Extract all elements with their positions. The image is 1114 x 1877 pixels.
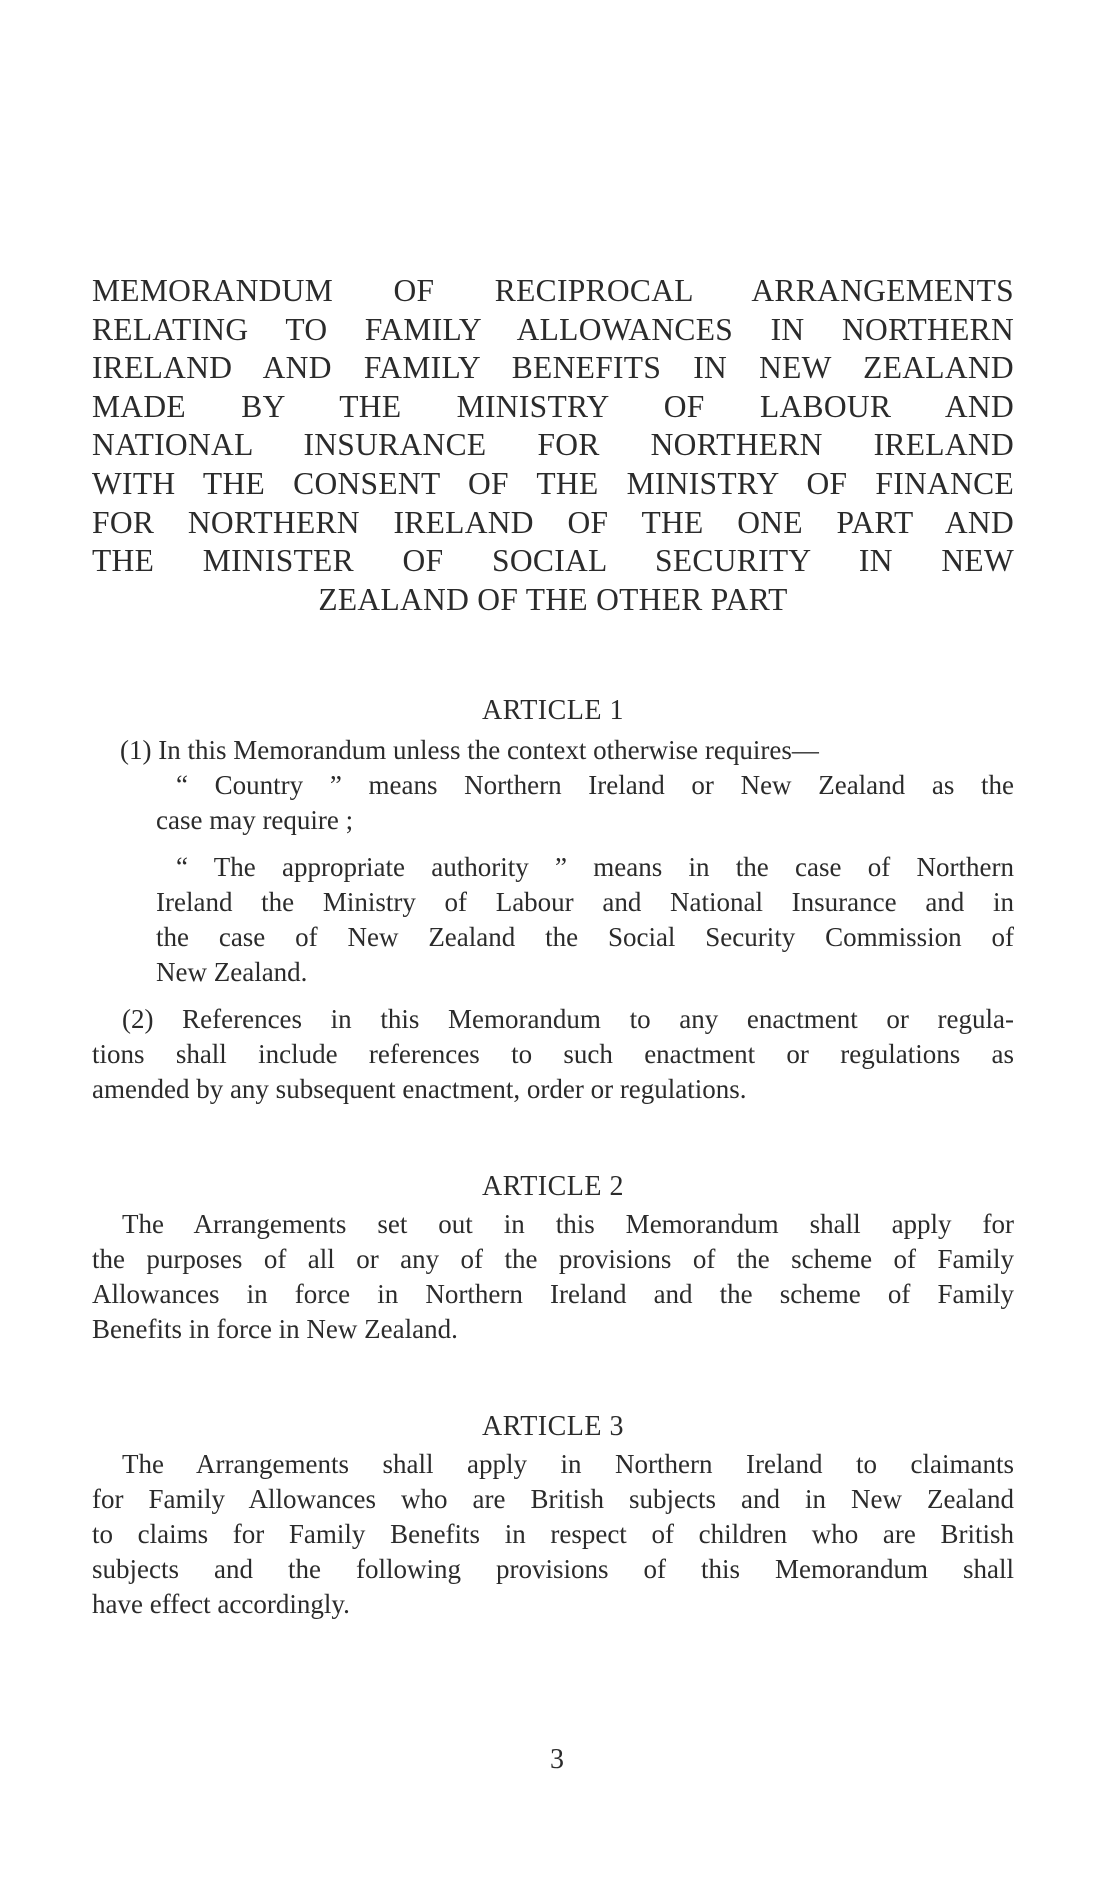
text-line: “ The appropriate authority ” means in the case of Northern [176, 852, 1014, 883]
text-line: the purposes of all or any of the provisions of the scheme of Family [92, 1244, 1014, 1275]
text-line: subjects and the following provisions of this Memorandum shall [92, 1554, 1014, 1585]
article-1-heading: ARTICLE 1 [481, 695, 625, 727]
title-line: RELATING TO FAMILY ALLOWANCES IN NORTHERN [92, 311, 1014, 347]
document-title [92, 272, 1014, 619]
title-line: THE MINISTER OF SOCIAL SECURITY IN NEW [92, 543, 1014, 579]
article-2-paragraph [92, 1207, 1014, 1347]
article-2-heading: ARTICLE 2 [481, 1171, 625, 1203]
title-line: MEMORANDUM OF RECIPROCAL ARRANGEMENTS [92, 273, 1014, 308]
text-line: New Zealand. [156, 957, 308, 988]
appropriate-authority-definition [92, 850, 1014, 990]
country-definition [92, 768, 1014, 838]
document-page [92, 272, 1014, 1622]
text-line: The Arrangements set out in this Memorandum shall apply for [122, 1209, 1014, 1240]
text-line: to claims for Family Benefits in respect of children who are British [92, 1519, 1014, 1550]
article-1-paragraph-1 [92, 733, 1014, 768]
text-line: case may require ; [156, 805, 354, 836]
text-line: the case of New Zealand the Social Security Commission of [156, 922, 1014, 953]
title-line: ZEALAND OF THE OTHER PART [318, 581, 788, 617]
text-line: tions shall include references to such enactment or regulations as [92, 1039, 1014, 1070]
article-1-paragraph-2 [92, 1002, 1014, 1107]
article-3-paragraph [92, 1447, 1014, 1622]
page-number: 3 [550, 1744, 564, 1775]
title-line: WITH THE CONSENT OF THE MINISTRY OF FINANCE [92, 465, 1014, 501]
title-line: NATIONAL INSURANCE FOR NORTHERN IRELAND [92, 427, 1014, 463]
text-line: for Family Allowances who are British subjects and in New Zealand [92, 1484, 1014, 1515]
text-line: Allowances in force in Northern Ireland and the scheme of Family [92, 1279, 1014, 1310]
text-line: The Arrangements shall apply in Northern Ireland to claimants [122, 1449, 1014, 1480]
text-line: (2) References in this Memorandum to any enactment or regula- [122, 1004, 1014, 1035]
title-line: FOR NORTHERN IRELAND OF THE ONE PART AND [92, 504, 1014, 540]
text-line: have effect accordingly. [92, 1589, 350, 1620]
text-line: Benefits in force in New Zealand. [92, 1314, 458, 1345]
article-3-heading: ARTICLE 3 [481, 1411, 625, 1443]
text-line: (1) In this Memorandum unless the context otherwise requires— [120, 735, 819, 766]
text-line: Ireland the Ministry of Labour and National Insurance and in [156, 887, 1014, 918]
text-line: “ Country ” means Northern Ireland or New Zealand as the [176, 770, 1014, 801]
title-line: IRELAND AND FAMILY BENEFITS IN NEW ZEALAND [92, 350, 1014, 386]
title-line: MADE BY THE MINISTRY OF LABOUR AND [92, 388, 1014, 424]
text-line: amended by any subsequent enactment, order or regulations. [92, 1074, 747, 1105]
